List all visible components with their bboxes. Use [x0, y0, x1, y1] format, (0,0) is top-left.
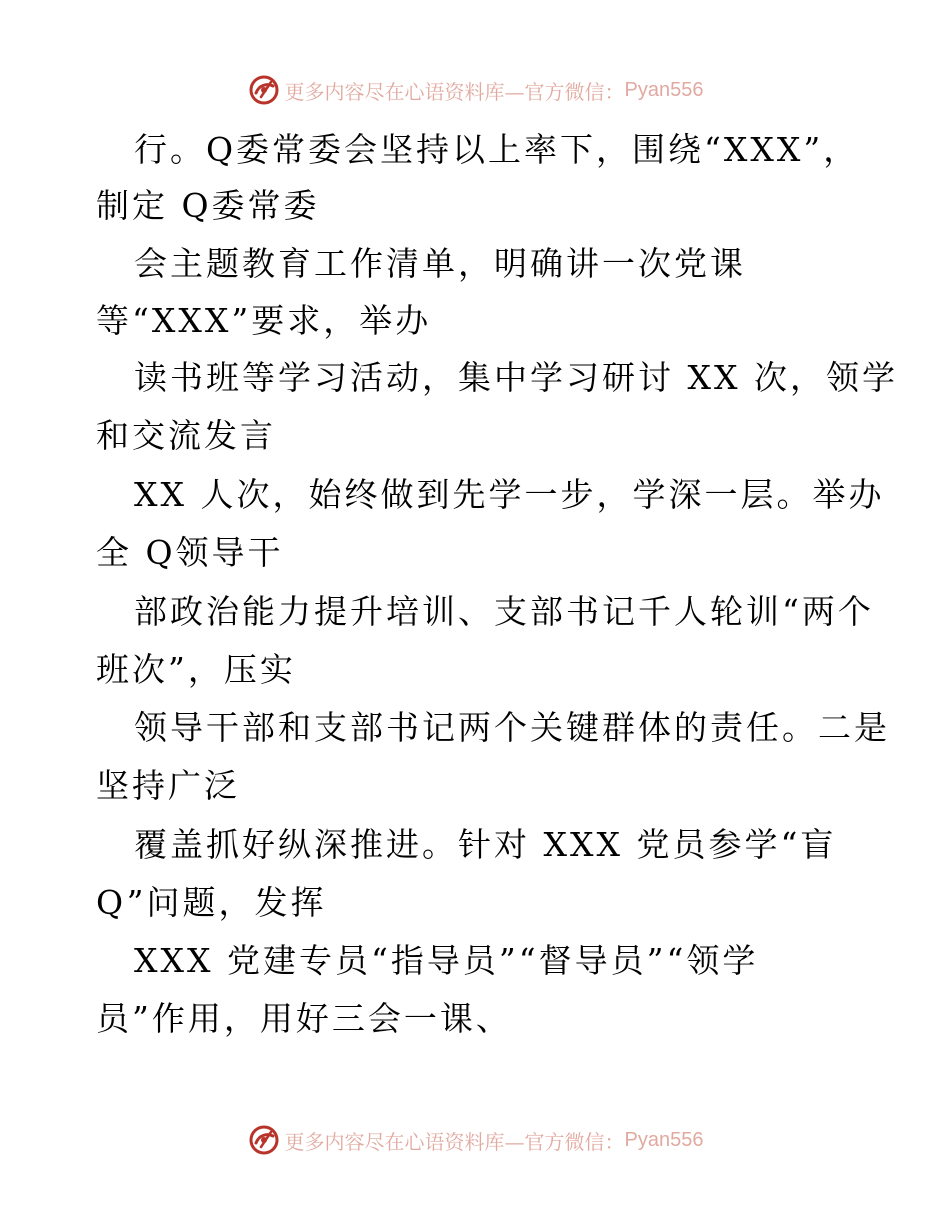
- body-line: XXX 党建专员“指导员”“督导员”“领学: [134, 941, 759, 980]
- body-line: 和交流发言: [96, 416, 276, 455]
- header-banner-text: 更多内容尽在心语资料库—官方微信：: [284, 79, 625, 104]
- body-line: 部政治能力提升培训、支部书记千人轮训“两个: [134, 592, 874, 631]
- body-line: Q”问题，发挥: [96, 883, 327, 922]
- body-line: 制定 Q委常委: [96, 186, 320, 225]
- header-banner: [0, 72, 950, 108]
- body-line: 会主题教育工作清单，明确讲一次党课: [134, 244, 746, 283]
- header-banner-id: Pyan556: [624, 78, 704, 101]
- body-line: 行。Q委常委会坚持以上率下，围绕“XXX”，: [134, 130, 860, 169]
- body-line: 读书班等学习活动，集中学习研讨 XX 次，领学: [134, 358, 898, 397]
- body-line: 等“XXX”要求，举办: [96, 301, 432, 340]
- body-line: 全 Q领导干: [96, 533, 284, 572]
- body-line: 班次”，压实: [96, 650, 296, 689]
- body-line: 覆盖抓好纵深推进。针对 XXX 党员参学“盲: [134, 825, 837, 864]
- logo-icon: [247, 1123, 281, 1157]
- body-line: 领导干部和支部书记两个关键群体的责任。二是: [134, 708, 890, 747]
- footer-banner-id: Pyan556: [624, 1128, 704, 1151]
- footer-banner-text: 更多内容尽在心语资料库—官方微信：: [284, 1129, 625, 1154]
- logo-icon: [247, 73, 281, 107]
- body-line: 员”作用，用好三会一课、: [96, 999, 512, 1038]
- body-line: 坚持广泛: [96, 766, 240, 805]
- footer-banner: [0, 1122, 950, 1158]
- body-line: XX 人次，始终做到先学一步，学深一层。举办: [134, 475, 885, 514]
